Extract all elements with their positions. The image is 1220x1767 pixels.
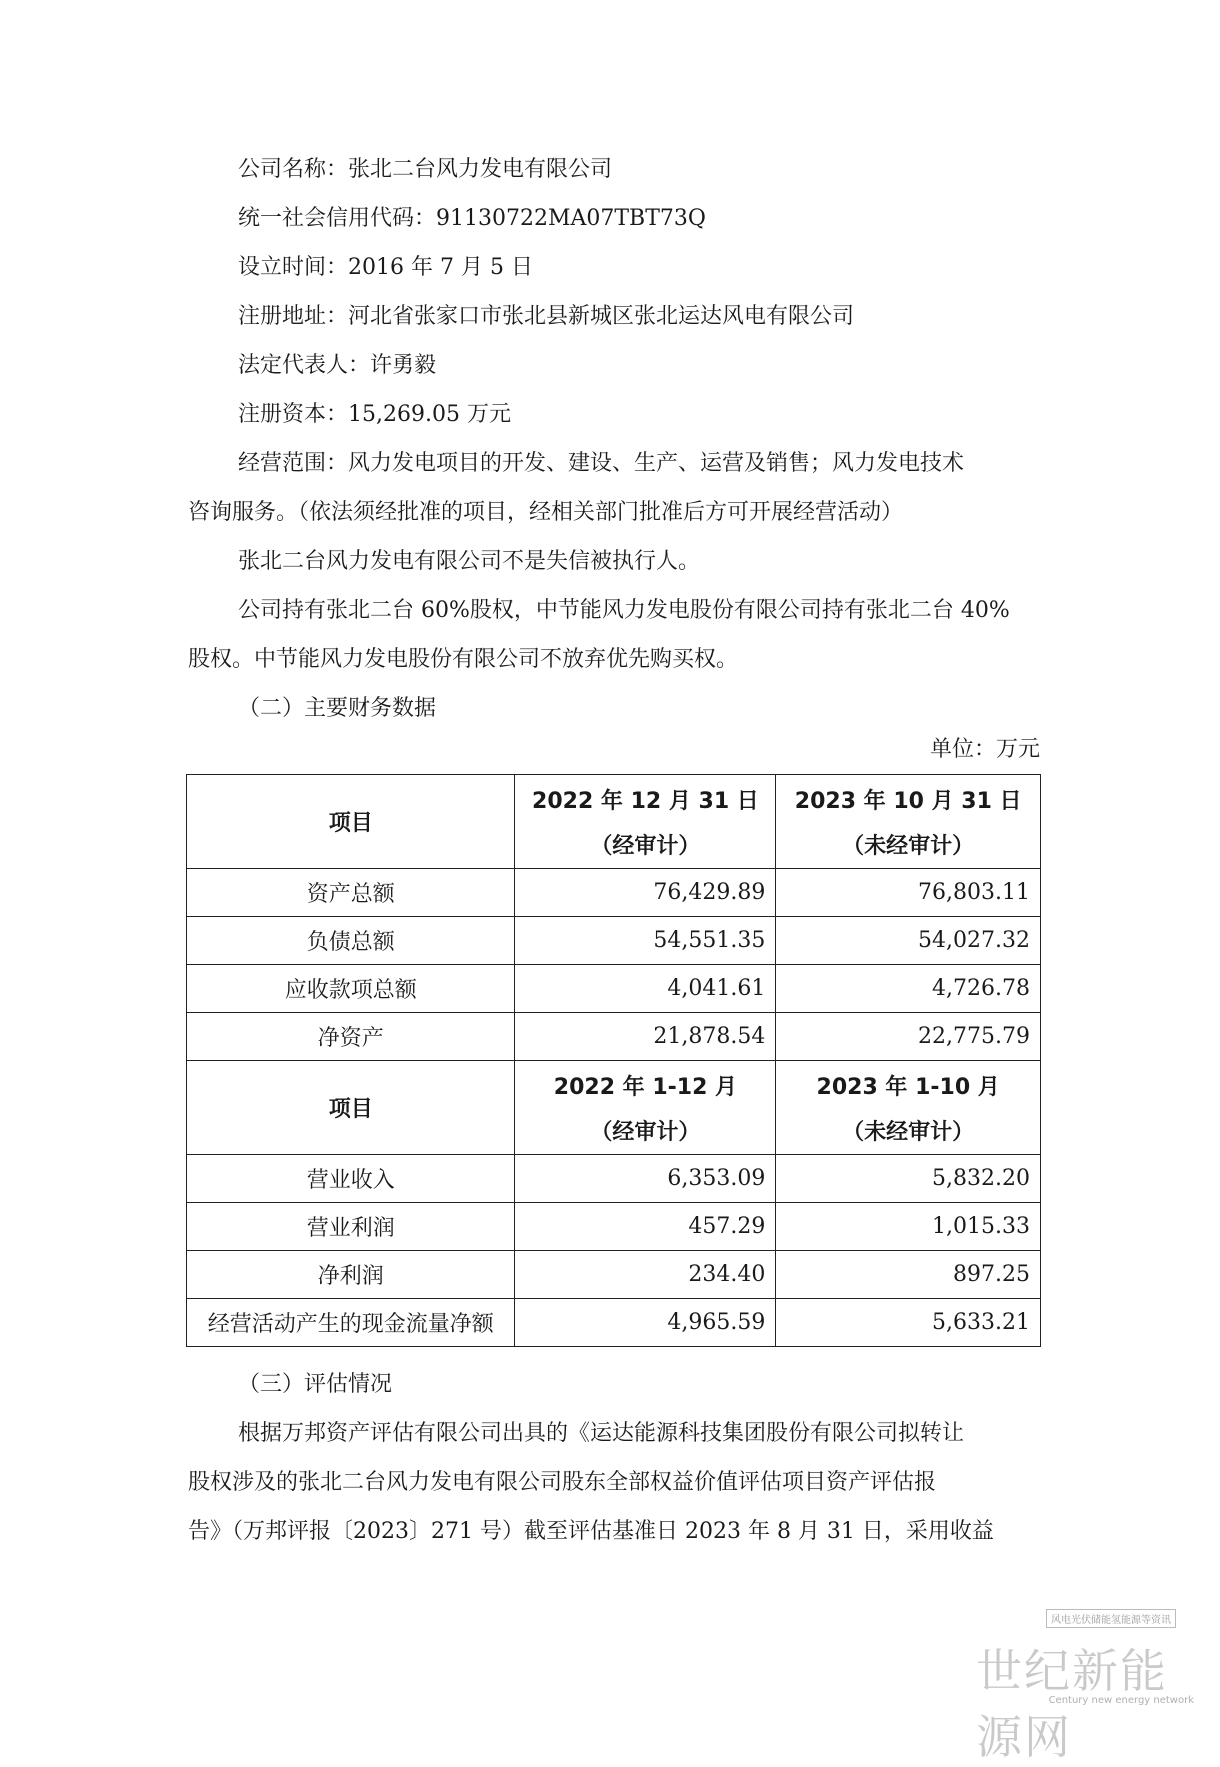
header-item: 项目 xyxy=(187,1061,515,1155)
header-col1 xyxy=(515,1061,776,1155)
not-dishonest-statement: 张北二台风力发电有限公司不是失信被执行人。 xyxy=(238,549,701,574)
row-label: 营业收入 xyxy=(187,1155,515,1203)
table-row xyxy=(187,1251,1041,1299)
row-label: 资产总额 xyxy=(187,869,515,917)
header-col1-line2: （经审计） xyxy=(590,833,701,859)
holding-line-2: 股权。中节能风力发电股份有限公司不放弃优先购买权。 xyxy=(188,647,739,672)
legal-representative: 法定代表人：许勇毅 xyxy=(238,353,437,378)
row-label: 经营活动产生的现金流量净额 xyxy=(187,1299,515,1347)
header-col2-line1: 2023 年 10 月 31 日 xyxy=(794,788,1022,814)
table-row xyxy=(187,869,1041,917)
header-col2-line1: 2023 年 1-10 月 xyxy=(816,1074,1000,1100)
credit-code: 统一社会信用代码：91130722MA07TBT73Q xyxy=(238,206,706,231)
row-value-2: 54,027.32 xyxy=(776,917,1041,965)
header-item: 项目 xyxy=(187,775,515,869)
table-row xyxy=(187,1299,1041,1347)
watermark-subtitle: Century new energy network xyxy=(1048,1695,1194,1706)
section-2-title: （二）主要财务数据 xyxy=(238,696,437,721)
established-date: 设立时间：2016 年 7 月 5 日 xyxy=(238,255,533,280)
row-value-2: 5,832.20 xyxy=(776,1155,1041,1203)
financial-table xyxy=(186,774,1041,1347)
row-value-2: 897.25 xyxy=(776,1251,1041,1299)
registered-capital: 注册资本：15,269.05 万元 xyxy=(238,402,511,427)
assessment-line-3: 告》（万邦评报〔2023〕271 号）截至评估基准日 2023 年 8 月 31 日，采用收益 xyxy=(188,1519,994,1544)
table-row xyxy=(187,917,1041,965)
table-row xyxy=(187,1203,1041,1251)
row-value-1: 6,353.09 xyxy=(515,1155,776,1203)
assessment-line-1: 根据万邦资产评估有限公司出具的《运达能源科技集团股份有限公司拟转让 xyxy=(238,1421,965,1446)
unit-label: 单位：万元 xyxy=(929,737,1040,762)
table-row xyxy=(187,1155,1041,1203)
company-name: 公司名称：张北二台风力发电有限公司 xyxy=(238,157,613,182)
row-value-1: 76,429.89 xyxy=(515,869,776,917)
row-value-1: 4,965.59 xyxy=(515,1299,776,1347)
header-col2 xyxy=(776,775,1041,869)
registered-address: 注册地址：河北省张家口市张北县新城区张北运达风电有限公司 xyxy=(238,304,855,329)
row-label: 营业利润 xyxy=(187,1203,515,1251)
watermark-tagline: 风电光伏储能氢能源等资讯 xyxy=(1046,1609,1176,1628)
header-col1-line1: 2022 年 12 月 31 日 xyxy=(532,788,759,814)
table-header-row xyxy=(187,775,1041,869)
row-value-1: 4,041.61 xyxy=(515,965,776,1013)
header-col2-line2: （未经审计） xyxy=(842,1119,975,1145)
row-value-2: 76,803.11 xyxy=(776,869,1041,917)
assessment-line-2: 股权涉及的张北二台风力发电有限公司股东全部权益价值评估项目资产评估报 xyxy=(188,1470,937,1495)
header-col2 xyxy=(776,1061,1041,1155)
row-value-2: 5,633.21 xyxy=(776,1299,1041,1347)
row-value-1: 457.29 xyxy=(515,1203,776,1251)
row-value-1: 234.40 xyxy=(515,1251,776,1299)
table-row xyxy=(187,965,1041,1013)
row-label: 应收款项总额 xyxy=(187,965,515,1013)
watermark-brand: 世纪新能源网 xyxy=(976,1644,1168,1764)
row-label: 净资产 xyxy=(187,1013,515,1061)
row-label: 净利润 xyxy=(187,1251,515,1299)
table-header-row xyxy=(187,1061,1041,1155)
row-label: 负债总额 xyxy=(187,917,515,965)
site-watermark xyxy=(976,1609,1216,1764)
row-value-2: 4,726.78 xyxy=(776,965,1041,1013)
row-value-2: 22,775.79 xyxy=(776,1013,1041,1061)
header-col1 xyxy=(515,775,776,869)
table-row xyxy=(187,1013,1041,1061)
section-3-title: （三）评估情况 xyxy=(238,1372,393,1397)
row-value-1: 54,551.35 xyxy=(515,917,776,965)
header-col2-line2: （未经审计） xyxy=(842,833,975,859)
header-col1-line2: （经审计） xyxy=(590,1119,701,1145)
header-col1-line1: 2022 年 1-12 月 xyxy=(553,1074,738,1100)
row-value-2: 1,015.33 xyxy=(776,1203,1041,1251)
business-scope-line-1: 经营范围：风力发电项目的开发、建设、生产、运营及销售；风力发电技术 xyxy=(238,451,965,476)
business-scope-line-2: 咨询服务。（依法须经批准的项目，经相关部门批准后方可开展经营活动） xyxy=(188,500,904,525)
row-value-1: 21,878.54 xyxy=(515,1013,776,1061)
holding-line-1: 公司持有张北二台 60%股权，中节能风力发电股份有限公司持有张北二台 40% xyxy=(238,598,1010,623)
